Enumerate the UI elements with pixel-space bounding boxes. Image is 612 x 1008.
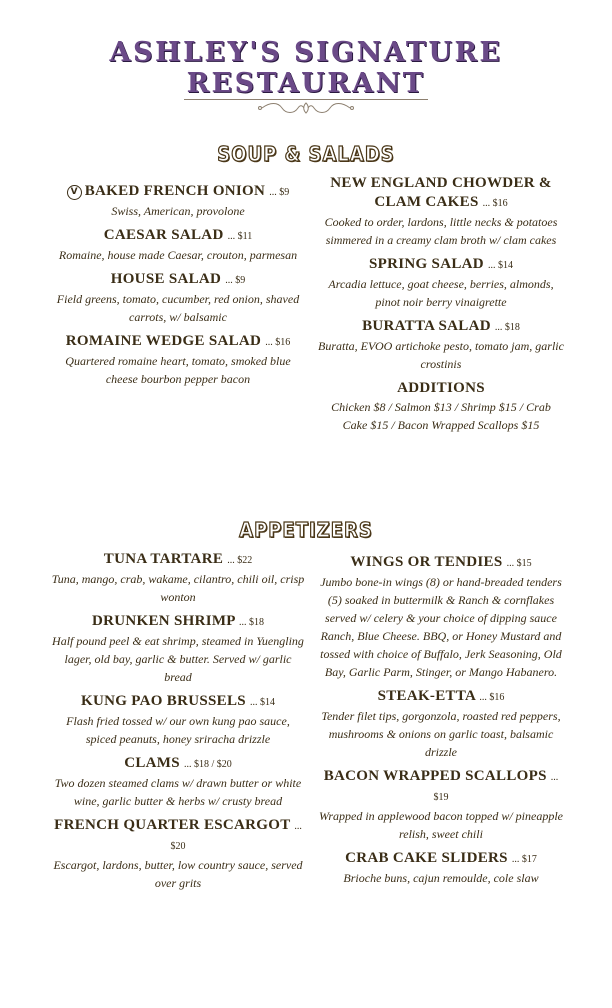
item-name: WINGS OR TENDIES (350, 554, 503, 570)
soup-salads-left-column (50, 182, 306, 394)
item-name: STEAK-ETTA (377, 688, 476, 704)
item-price: ... $18 (494, 322, 520, 333)
item-description: Tender filet tips, gorgonzola, roasted red peppers, mushrooms & onions on garlic toast, balsamic drizzle (321, 709, 561, 759)
item-price: ... $18 (239, 617, 265, 628)
menu-item (318, 553, 564, 681)
item-price: ... $18 / $20 (183, 759, 232, 770)
item-description: Half pound peel & eat shrimp, steamed in Yuengling lager, old bay, garlic & butter. Served w/ garlic bread (52, 634, 304, 684)
item-name: FRENCH QUARTER ESCARGOT (54, 817, 291, 833)
item-description: Swiss, American, provolone (111, 204, 245, 218)
item-price: ... $14 (249, 697, 275, 708)
item-description: Flash fried tossed w/ our own kung pao sauce, spiced peanuts, honey sriracha drizzle (66, 714, 290, 746)
item-description: Buratta, EVOO artichoke pesto, tomato jam, garlic crostinis (318, 339, 564, 371)
menu-item (318, 767, 564, 843)
item-description: Romaine, house made Caesar, crouton, parmesan (58, 248, 298, 262)
menu-item (50, 612, 306, 686)
item-name: NEW ENGLAND CHOWDER & CLAM CAKES (330, 175, 552, 210)
item-description: Two dozen steamed clams w/ drawn butter or white wine, garlic butter & herbs w/ crusty bread (54, 776, 302, 808)
item-name: CLAMS (124, 755, 180, 771)
item-description: Cooked to order, lardons, little necks & potatoes simmered in a creamy clam broth w/ clam cakes (324, 215, 558, 247)
item-description: Escargot, lardons, butter, low country sauce, served over grits (53, 858, 303, 890)
appetizers-right-column (318, 553, 564, 893)
menu-item (50, 226, 306, 264)
vegetarian-v-icon: V (67, 185, 82, 200)
item-name: ROMAINE WEDGE SALAD (65, 333, 262, 349)
menu-item (50, 270, 306, 326)
ornament-flourish-icon (256, 100, 356, 116)
soup-salads-right-column (318, 174, 564, 440)
item-price: ... $17 (511, 854, 537, 865)
item-description: Arcadia lettuce, goat cheese, berries, almonds, pinot noir berry vinaigrette (328, 277, 554, 309)
menu-item (50, 692, 306, 748)
item-description: Jumbo bone-in wings (8) or hand-breaded tenders (5) soaked in buttermilk & Ranch & cornflakes served w/ celery & your choice of dipping sauce Ranch, Blue Cheese. BBQ, or Honey Mustard and tossed with choice of Buffalo, Jerk Seasoning, Old Bay, Garlic Parm, Stinger, or Mango Habanero. (320, 575, 562, 679)
item-price: ... $15 (506, 558, 532, 569)
section-title-soup-salads: SOUP & SALADS (217, 142, 395, 166)
item-name: KUNG PAO BRUSSELS (81, 693, 246, 709)
item-description: Chicken $8 / Salmon $13 / Shrimp $15 / Crab Cake $15 / Bacon Wrapped Scallops $15 (331, 400, 551, 432)
item-price: ... $9 (269, 187, 290, 198)
item-price: ... $11 (227, 231, 253, 242)
item-description: Tuna, mango, crab, wakame, cilantro, chili oil, crisp wonton (51, 572, 305, 604)
item-name: ADDITIONS (397, 380, 485, 396)
item-description: Brioche buns, cajun remoulde, cole slaw (343, 871, 539, 885)
menu-item (50, 754, 306, 810)
item-name: DRUNKEN SHRIMP (91, 613, 235, 629)
restaurant-title-line1: ASHLEY'S SIGNATURE (109, 37, 503, 68)
menu-item (318, 317, 564, 373)
item-price: ... $16 (265, 337, 291, 348)
item-price: ... $14 (487, 260, 513, 271)
appetizers-left-column (50, 550, 306, 898)
menu-item (50, 816, 306, 892)
section-title-appetizers: APPETIZERS (239, 518, 373, 542)
item-price: ... $16 (482, 198, 508, 209)
menu-item (50, 182, 306, 220)
item-name: CAESAR SALAD (103, 227, 224, 243)
item-name: CRAB CAKE SLIDERS (345, 850, 508, 866)
item-name: HOUSE SALAD (110, 271, 222, 287)
menu-item (318, 255, 564, 311)
restaurant-title-line2: RESTAURANT (186, 68, 426, 99)
menu-item (318, 849, 564, 887)
item-description: Field greens, tomato, cucumber, red onion, shaved carrots, w/ balsamic (56, 292, 300, 324)
item-name: BURATTA SALAD (362, 318, 491, 334)
item-price: ... $9 (225, 275, 246, 286)
item-description: Quartered romaine heart, tomato, smoked blue cheese bourbon pepper bacon (65, 354, 291, 386)
menu-item (318, 687, 564, 761)
item-price: ... $19 (433, 772, 559, 803)
item-name: SPRING SALAD (369, 256, 484, 272)
item-description: Wrapped in applewood bacon topped w/ pineapple relish, sweet chili (319, 809, 563, 841)
menu-item (50, 550, 306, 606)
item-price: ... $20 (170, 821, 302, 852)
menu-item (318, 379, 564, 434)
item-name: BAKED FRENCH ONION (84, 183, 266, 199)
item-name: TUNA TARTARE (103, 551, 224, 567)
menu-item (318, 174, 564, 249)
item-price: ... $16 (479, 692, 505, 703)
item-price: ... $22 (227, 555, 253, 566)
menu-item (50, 332, 306, 388)
item-name: BACON WRAPPED SCALLOPS (323, 768, 547, 784)
